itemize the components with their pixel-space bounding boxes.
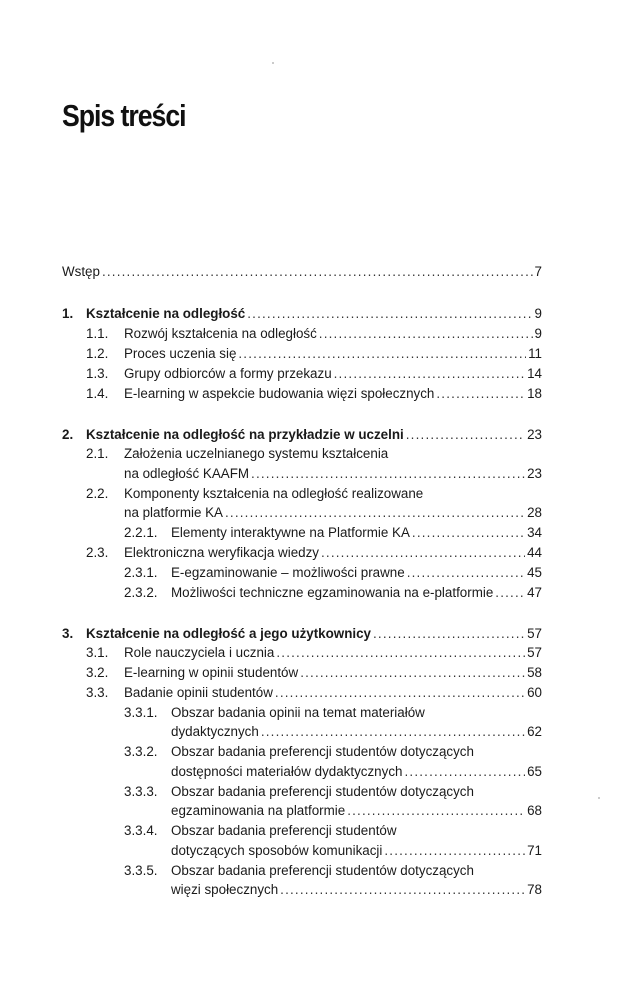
- toc-page: 71: [527, 843, 542, 858]
- toc-label-line2: na platformie KA: [124, 505, 223, 520]
- leader-dots: [247, 304, 532, 324]
- toc-label-line1: Założenia uczelnianego systemu kształcenia: [124, 446, 389, 461]
- toc-entry[interactable]: [62, 583, 542, 603]
- toc-page: 28: [527, 505, 542, 520]
- toc-label-line1: Obszar badania preferencji studentów dotyczących: [171, 863, 474, 878]
- leader-dots: [238, 344, 526, 364]
- toc-entry-continuation[interactable]: [62, 503, 542, 523]
- toc-number: 2.3.2.: [124, 585, 158, 600]
- toc-entry[interactable]: [62, 861, 542, 881]
- toc-number: 3.3.4.: [124, 823, 158, 838]
- toc-entry[interactable]: [62, 543, 542, 563]
- toc-chapter-2[interactable]: [62, 425, 542, 445]
- toc-entry[interactable]: [62, 444, 542, 464]
- toc-label-line2: dotyczących sposobów komunikacji: [171, 843, 383, 858]
- toc-page: 57: [527, 626, 542, 641]
- toc-label: Rozwój kształcenia na odległość: [124, 326, 317, 341]
- toc-label: Grupy odbiorców a formy przekazu: [124, 366, 332, 381]
- toc-label-line1: Obszar badania preferencji studentów: [171, 823, 397, 838]
- toc-number: 2.: [62, 427, 74, 442]
- leader-dots: [321, 543, 525, 563]
- toc-number: 2.1.: [86, 446, 109, 461]
- leader-dots: [300, 663, 525, 683]
- scan-speck: [272, 62, 274, 64]
- toc-label-line2: dostępności materiałów dydaktycznych: [171, 764, 403, 779]
- toc-label: Badanie opinii studentów: [124, 685, 273, 700]
- toc-entry[interactable]: [62, 364, 542, 384]
- leader-dots: [280, 880, 525, 900]
- toc-label-line1: Obszar badania opinii na temat materiałów: [171, 705, 425, 720]
- toc-number: 3.: [62, 626, 74, 641]
- toc-page: 78: [527, 882, 542, 897]
- toc-label: Kształcenie na odległość: [86, 306, 246, 321]
- toc-entry[interactable]: [62, 563, 542, 583]
- toc-number: 3.3.3.: [124, 784, 158, 799]
- page-title: Spis treści: [62, 98, 186, 133]
- toc-label-line1: Obszar badania preferencji studentów dotyczących: [171, 744, 474, 759]
- toc-number: 1.1.: [86, 326, 109, 341]
- toc-page: 9: [534, 326, 542, 341]
- toc-page: 23: [527, 466, 542, 481]
- toc-page: 57: [527, 645, 542, 660]
- toc-label-line1: Komponenty kształcenia na odległość realizowane: [124, 486, 424, 501]
- toc-number: 2.3.: [86, 545, 109, 560]
- toc-page: 45: [527, 565, 542, 580]
- toc-entry-continuation[interactable]: [62, 801, 542, 821]
- toc-number: 1.3.: [86, 366, 109, 381]
- leader-dots: [251, 464, 525, 484]
- toc-number: 3.3.5.: [124, 863, 158, 878]
- toc-label: E-egzaminowanie – możliwości prawne: [171, 565, 405, 580]
- toc-page: 44: [527, 545, 542, 560]
- toc-label: Wstęp: [62, 264, 100, 279]
- toc-label: Elementy interaktywne na Platformie KA: [171, 525, 410, 540]
- toc-page: 23: [527, 427, 542, 442]
- toc-entry[interactable]: [62, 821, 542, 841]
- toc-number: 3.2.: [86, 665, 109, 680]
- toc-label: Kształcenie na odległość a jego użytkownicy: [86, 626, 372, 641]
- leader-dots: [347, 801, 525, 821]
- toc-entry[interactable]: [62, 484, 542, 504]
- toc-label: Proces uczenia się: [124, 346, 237, 361]
- toc-label: Role nauczyciela i ucznia: [124, 645, 275, 660]
- toc-number: 2.2.1.: [124, 525, 158, 540]
- scan-speck: [598, 797, 600, 799]
- toc-page: 68: [527, 803, 542, 818]
- toc-entry[interactable]: [62, 384, 542, 404]
- toc-entry-continuation[interactable]: [62, 880, 542, 900]
- toc-number: 1.4.: [86, 386, 109, 401]
- toc-chapter-1[interactable]: [62, 304, 542, 324]
- toc-label: Możliwości techniczne egzaminowania na e-platformie: [171, 585, 494, 600]
- toc-entry-continuation[interactable]: [62, 841, 542, 861]
- toc-entry[interactable]: [62, 703, 542, 723]
- toc-page: 34: [527, 525, 542, 540]
- leader-dots: [319, 324, 533, 344]
- toc-page: 65: [527, 764, 542, 779]
- toc-entry-continuation[interactable]: [62, 762, 542, 782]
- toc-entry-intro[interactable]: [62, 262, 542, 282]
- leader-dots: [412, 523, 525, 543]
- toc-entry[interactable]: [62, 523, 542, 543]
- toc-page: 14: [527, 366, 542, 381]
- leader-dots: [407, 563, 525, 583]
- toc-page: 18: [527, 386, 542, 401]
- leader-dots: [404, 762, 525, 782]
- toc-page: 9: [534, 306, 542, 321]
- toc-entry[interactable]: [62, 742, 542, 762]
- toc-page: 11: [528, 346, 542, 361]
- toc-entry[interactable]: [62, 683, 542, 703]
- toc-number: 2.3.1.: [124, 565, 158, 580]
- toc-label-line2: dydaktycznych: [171, 724, 259, 739]
- toc-page: 60: [527, 685, 542, 700]
- toc-entry[interactable]: [62, 663, 542, 683]
- leader-dots: [406, 425, 525, 445]
- toc-number: 2.2.: [86, 486, 109, 501]
- toc-number: 3.3.1.: [124, 705, 158, 720]
- leader-dots: [225, 503, 525, 523]
- toc-number: 3.1.: [86, 645, 109, 660]
- toc-entry-continuation[interactable]: [62, 464, 542, 484]
- toc-number: 1.2.: [86, 346, 109, 361]
- toc-number: 3.3.: [86, 685, 109, 700]
- leader-dots: [495, 583, 525, 603]
- leader-dots: [384, 841, 525, 861]
- toc-page: 62: [527, 724, 542, 739]
- toc-entry[interactable]: [62, 643, 542, 663]
- leader-dots: [102, 262, 533, 282]
- leader-dots: [334, 364, 525, 384]
- toc-page: 47: [527, 585, 542, 600]
- toc-label-line2: egzaminowania na platformie: [171, 803, 346, 818]
- leader-dots: [436, 384, 525, 404]
- leader-dots: [261, 722, 525, 742]
- toc-label: E-learning w aspekcie budowania więzi społecznych: [124, 386, 435, 401]
- toc-label-line1: Obszar badania preferencji studentów dotyczących: [171, 784, 474, 799]
- toc-number: 1.: [62, 306, 74, 321]
- toc-page: 7: [534, 264, 542, 279]
- toc-entry[interactable]: [62, 324, 542, 344]
- toc-number: 3.3.2.: [124, 744, 158, 759]
- toc-entry-continuation[interactable]: [62, 722, 542, 742]
- toc-label: Kształcenie na odległość na przykładzie w uczelni: [86, 427, 404, 442]
- toc-label-line2: więzi społecznych: [171, 882, 279, 897]
- toc-chapter-3[interactable]: [62, 624, 542, 644]
- toc-page: 58: [527, 665, 542, 680]
- toc-label: Elektroniczna weryfikacja wiedzy: [124, 545, 319, 560]
- leader-dots: [373, 624, 525, 644]
- toc-entry[interactable]: [62, 344, 542, 364]
- leader-dots: [276, 643, 525, 663]
- toc-entry[interactable]: [62, 782, 542, 802]
- toc-label-line2: na odległość KAAFM: [124, 466, 250, 481]
- leader-dots: [275, 683, 525, 703]
- toc-label: E-learning w opinii studentów: [124, 665, 299, 680]
